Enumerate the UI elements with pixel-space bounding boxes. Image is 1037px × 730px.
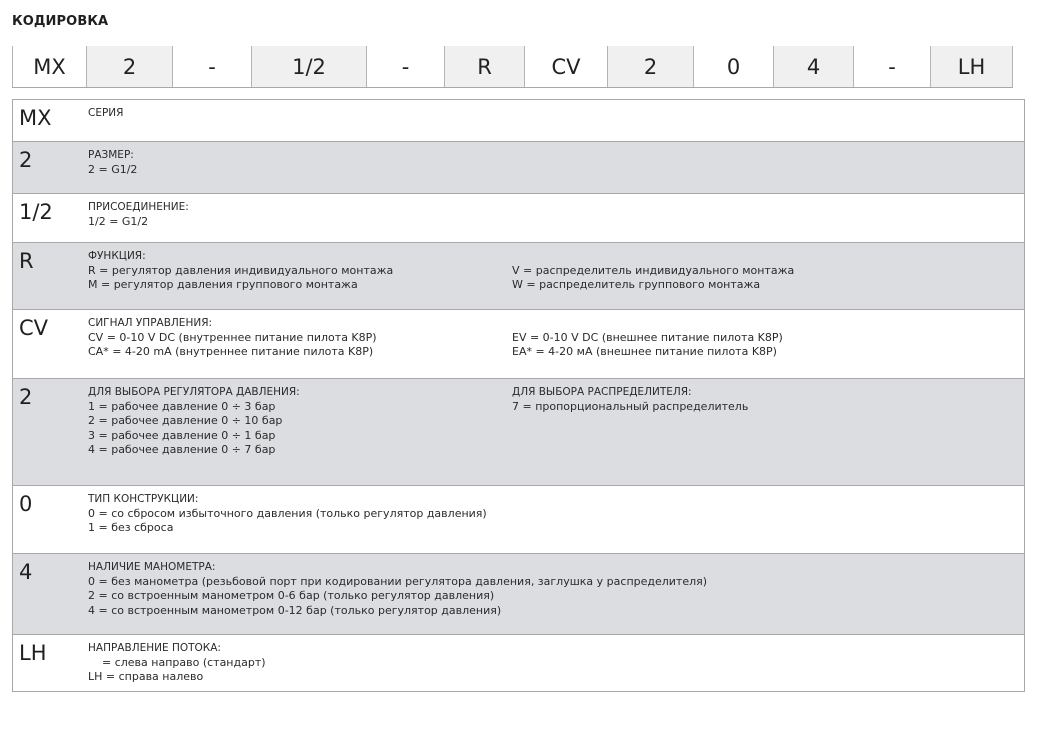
code-segment: MX: [12, 46, 86, 87]
code-table: [12, 99, 1025, 692]
section-heading: ПРИСОЕДИНЕНИЕ:: [88, 201, 189, 213]
option-line: 7 = пропорциональный распределитель: [512, 399, 749, 413]
section-heading: НАЛИЧИЕ МАНОМЕТРА:: [88, 561, 216, 573]
row-description: [88, 243, 1024, 309]
row-code: 2: [19, 385, 33, 409]
option-line: LH = справа налево: [88, 670, 204, 683]
page-title: КОДИРОВКА: [12, 14, 109, 29]
row-code: 1/2: [19, 200, 53, 224]
row-code: 4: [19, 560, 33, 584]
row-description: [88, 635, 1024, 691]
option-line: 4 = со встроенным манометром 0-12 бар (только регулятор давления): [88, 603, 502, 617]
description-right: [512, 385, 1024, 480]
section-heading: РАЗМЕР:: [88, 149, 134, 161]
code-segment: R: [444, 46, 524, 87]
row-description: [88, 554, 1024, 634]
code-segment: 2: [86, 46, 172, 87]
row-code: 2: [19, 148, 33, 172]
row-description: [88, 100, 1024, 141]
table-row: [13, 379, 1024, 486]
row-description: [88, 310, 1024, 378]
description-right: [512, 316, 1024, 373]
description-right: [512, 249, 1024, 304]
row-code: MX: [19, 106, 52, 130]
code-segment: 0: [693, 46, 773, 87]
description-left: [88, 316, 512, 373]
section-heading: [512, 249, 1024, 264]
table-row: [13, 554, 1024, 635]
code-segment: -: [366, 46, 444, 87]
row-description: [88, 194, 1024, 242]
section-heading: НАПРАВЛЕНИЕ ПОТОКА:: [88, 642, 221, 654]
description-left: [88, 385, 512, 480]
section-heading: ДЛЯ ВЫБОРА РЕГУЛЯТОРА ДАВЛЕНИЯ:: [88, 386, 300, 398]
table-row: [13, 486, 1024, 554]
section-heading: СЕРИЯ: [88, 107, 124, 119]
description-left: [88, 560, 1024, 629]
table-row: [13, 142, 1024, 194]
option-line: 4 = рабочее давление 0 ÷ 7 бар: [88, 443, 276, 456]
option-line: V = распределитель индивидуального монтажа: [512, 263, 795, 277]
description-left: [88, 106, 1024, 136]
row-code: LH: [19, 641, 47, 665]
code-segment: 4: [773, 46, 853, 87]
section-heading: ТИП КОНСТРУКЦИИ:: [88, 493, 199, 505]
option-line: = слева направо (стандарт): [88, 655, 266, 669]
option-line: R = регулятор давления индивидуального монтажа: [88, 263, 394, 277]
code-segment: -: [172, 46, 251, 87]
table-row: [13, 310, 1024, 379]
option-line: 2 = рабочее давление 0 ÷ 10 бар: [88, 414, 283, 427]
description-left: [88, 148, 1024, 188]
row-description: [88, 486, 1024, 553]
option-line: 3 = рабочее давление 0 ÷ 1 бар: [88, 428, 276, 442]
table-row: [13, 100, 1024, 142]
option-line: 2 = со встроенным манометром 0-6 бар (только регулятор давления): [88, 589, 495, 602]
section-heading: СИГНАЛ УПРАВЛЕНИЯ:: [88, 317, 213, 329]
section-heading: ФУНКЦИЯ:: [88, 250, 146, 262]
row-code: 0: [19, 492, 33, 516]
option-line: CA* = 4-20 mA (внутреннее питание пилота K8P): [88, 345, 374, 358]
option-line: 1 = рабочее давление 0 ÷ 3 бар: [88, 399, 276, 413]
code-segment: LH: [930, 46, 1013, 87]
section-heading: ДЛЯ ВЫБОРА РАСПРЕДЕЛИТЕЛЯ:: [512, 386, 692, 398]
option-line: 1/2 = G1/2: [88, 214, 149, 228]
description-left: [88, 200, 1024, 237]
option-line: W = распределитель группового монтажа: [512, 278, 761, 291]
section-heading: [512, 316, 1024, 331]
option-line: CV = 0-10 V DC (внутреннее питание пилота K8P): [88, 330, 377, 344]
code-segment: CV: [524, 46, 607, 87]
option-line: EA* = 4-20 мА (внешнее питание пилота K8P): [512, 345, 777, 358]
description-left: [88, 641, 1024, 686]
table-row: [13, 635, 1024, 692]
option-line: 0 = без манометра (резьбовой порт при кодировании регулятора давления, заглушка у распределителя): [88, 574, 708, 588]
row-description: [88, 142, 1024, 193]
description-left: [88, 492, 1024, 548]
row-code: R: [19, 249, 34, 273]
option-line: 1 = без сброса: [88, 521, 174, 534]
code-segment: -: [853, 46, 930, 87]
code-segment: 2: [607, 46, 693, 87]
row-description: [88, 379, 1024, 485]
row-code: CV: [19, 316, 49, 340]
table-row: [13, 194, 1024, 243]
option-line: M = регулятор давления группового монтажа: [88, 278, 358, 291]
option-line: 0 = со сбросом избыточного давления (только регулятор давления): [88, 506, 487, 520]
table-row: [13, 243, 1024, 310]
option-line: EV = 0-10 V DC (внешнее питание пилота K8P): [512, 330, 783, 344]
option-line: 2 = G1/2: [88, 162, 138, 176]
code-strip: [12, 46, 1013, 88]
code-segment: 1/2: [251, 46, 366, 87]
description-left: [88, 249, 512, 304]
